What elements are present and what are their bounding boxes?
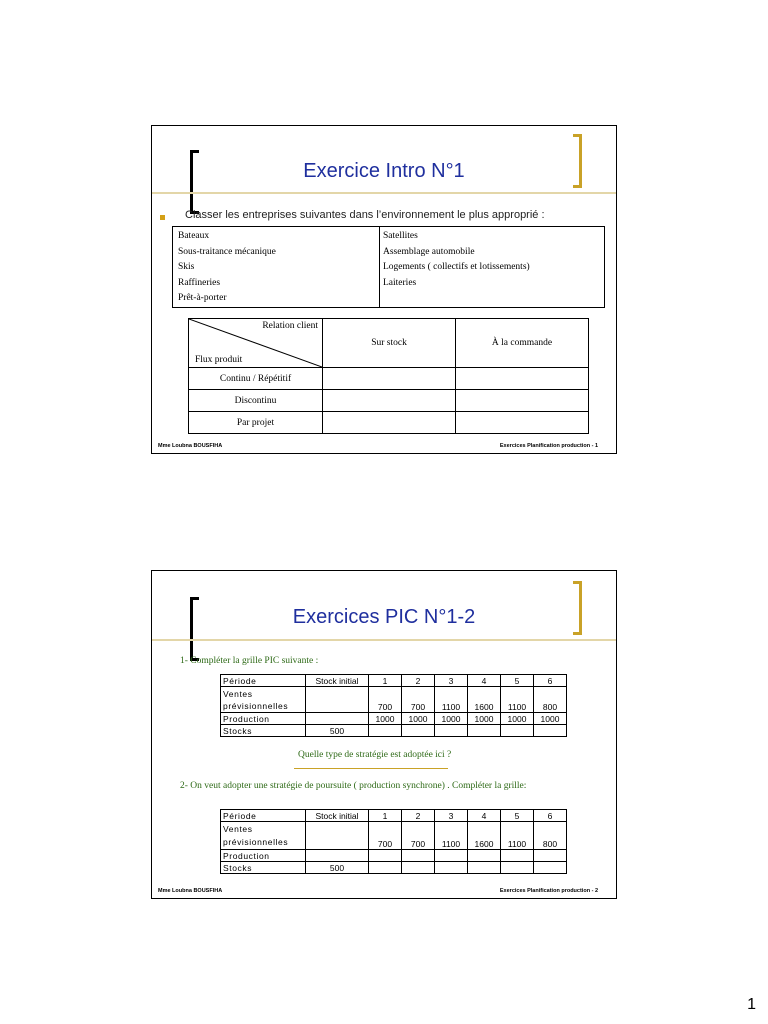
header-cell: 2 xyxy=(402,675,435,687)
row-header: Discontinu xyxy=(189,390,323,412)
table-row xyxy=(221,850,567,862)
table-cell xyxy=(402,725,435,737)
table-cell xyxy=(468,850,501,862)
companies-box xyxy=(172,226,605,308)
table-cell xyxy=(534,850,567,862)
table-cell xyxy=(435,725,468,737)
list-item: Sous-traitance mécanique xyxy=(178,246,276,257)
question-2-text: 2- On veut adopter une stratégie de poursuite ( production synchrone) . Compléter la grille: xyxy=(180,781,527,791)
ventes-label-line1: Ventes xyxy=(223,688,253,699)
table-cell xyxy=(402,862,435,874)
table-cell: 1100 xyxy=(501,822,534,850)
ventes-label-line2: prévisionnelles xyxy=(223,700,289,711)
table-cell xyxy=(306,850,369,862)
flux-produit-label: Flux produit xyxy=(195,355,243,365)
table-cell: 700 xyxy=(369,822,402,850)
table-cell: 500 xyxy=(306,725,369,737)
header-cell: 3 xyxy=(435,810,468,822)
page-number: 1 xyxy=(747,996,756,1013)
header-cell: 2 xyxy=(402,810,435,822)
table-cell: 1100 xyxy=(435,687,468,713)
header-cell: 6 xyxy=(534,810,567,822)
table-cell: 1100 xyxy=(435,822,468,850)
table-row xyxy=(221,687,567,713)
col-header-stock: Sur stock xyxy=(323,319,456,368)
table-cell: 1000 xyxy=(402,713,435,725)
matrix-cell xyxy=(323,390,456,412)
companies-left-list xyxy=(178,229,276,307)
table-cell: 700 xyxy=(402,687,435,713)
table-cell xyxy=(534,725,567,737)
pic-table-1 xyxy=(220,674,567,737)
title-underline xyxy=(152,639,616,641)
table-row xyxy=(221,675,567,687)
ventes-label-line2: prévisionnelles xyxy=(223,836,289,847)
matrix-cell xyxy=(323,368,456,390)
row-header: Continu / Répétitif xyxy=(189,368,323,390)
slide-title: Exercice Intro N°1 xyxy=(303,160,465,182)
table-cell xyxy=(369,862,402,874)
table-cell xyxy=(369,850,402,862)
row-header: Par projet xyxy=(189,412,323,434)
table-cell: 1000 xyxy=(369,713,402,725)
table-row xyxy=(221,725,567,737)
footer-caption: Exercices Planification production - 2 xyxy=(499,888,598,894)
header-cell: 5 xyxy=(501,810,534,822)
header-cell: 1 xyxy=(369,810,402,822)
list-item: Prêt-à-porter xyxy=(178,293,227,303)
header-cell: 4 xyxy=(468,810,501,822)
table-cell xyxy=(501,862,534,874)
table-cell xyxy=(468,725,501,737)
table-cell xyxy=(501,725,534,737)
table-cell: 800 xyxy=(534,687,567,713)
col-header-commande: À la commande xyxy=(456,319,589,368)
table-cell: 1600 xyxy=(468,822,501,850)
question-underline xyxy=(294,768,448,769)
table-cell xyxy=(534,862,567,874)
table-cell xyxy=(501,850,534,862)
table-cell: 700 xyxy=(402,822,435,850)
title-underline xyxy=(152,192,616,194)
table-cell xyxy=(306,822,369,850)
table-cell: 1600 xyxy=(468,687,501,713)
table-cell: 800 xyxy=(534,822,567,850)
table-cell: 1000 xyxy=(534,713,567,725)
footer-author: Mme Loubna BOUSFIHA xyxy=(158,443,223,449)
row-label-production: Production xyxy=(221,713,306,725)
header-cell: 3 xyxy=(435,675,468,687)
header-cell: 5 xyxy=(501,675,534,687)
matrix-cell xyxy=(323,412,456,434)
matrix-corner-cell xyxy=(189,319,323,368)
table-row xyxy=(221,810,567,822)
table-cell: 1000 xyxy=(468,713,501,725)
footer-author: Mme Loubna BOUSFIHA xyxy=(158,888,223,894)
header-cell: Période xyxy=(221,675,306,687)
matrix-cell xyxy=(456,412,589,434)
header-cell: Stock initial xyxy=(306,675,369,687)
slide-intro xyxy=(151,125,617,454)
list-item: Logements ( collectifs et lotissements) xyxy=(383,262,530,272)
list-item: Raffineries xyxy=(178,277,221,288)
list-item: Assemblage automobile xyxy=(383,246,475,257)
table-cell: 1100 xyxy=(501,687,534,713)
bullet-icon xyxy=(160,215,165,220)
table-cell xyxy=(435,850,468,862)
row-label-stocks: Stocks xyxy=(221,862,306,874)
relation-client-label: Relation client xyxy=(262,321,318,331)
companies-right-list xyxy=(383,229,530,291)
table-row xyxy=(221,713,567,725)
table-cell: 1000 xyxy=(501,713,534,725)
table-row xyxy=(221,862,567,874)
table-cell xyxy=(402,850,435,862)
row-label-ventes xyxy=(221,822,306,850)
header-cell: Période xyxy=(221,810,306,822)
row-label-stocks: Stocks xyxy=(221,725,306,737)
list-item: Bateaux xyxy=(178,231,210,241)
question-1-text: 1- Compléter la grille PIC suivante : xyxy=(180,656,319,666)
table-cell xyxy=(369,725,402,737)
pic-table-2 xyxy=(220,809,567,874)
list-item: Laiteries xyxy=(383,277,417,288)
table-cell xyxy=(306,713,369,725)
strategy-question: Quelle type de stratégie est adoptée ici ? xyxy=(298,750,452,760)
header-cell: 6 xyxy=(534,675,567,687)
classification-matrix xyxy=(188,318,589,434)
header-cell: 4 xyxy=(468,675,501,687)
row-label-production: Production xyxy=(221,850,306,862)
table-cell: 500 xyxy=(306,862,369,874)
header-cell: Stock initial xyxy=(306,810,369,822)
table-cell xyxy=(306,687,369,713)
row-label-ventes xyxy=(221,687,306,713)
ventes-label-line1: Ventes xyxy=(223,823,253,834)
table-cell xyxy=(435,862,468,874)
instruction-text: Classer les entreprises suivantes dans l’environnement le plus approprié : xyxy=(185,209,545,221)
table-cell: 700 xyxy=(369,687,402,713)
list-item: Skis xyxy=(178,262,195,272)
table-cell xyxy=(468,862,501,874)
table-cell: 1000 xyxy=(435,713,468,725)
slide-title: Exercices PIC N°1-2 xyxy=(292,606,476,628)
matrix-cell xyxy=(456,368,589,390)
footer-caption: Exercices Planification production - 1 xyxy=(499,443,598,449)
table-row xyxy=(221,822,567,850)
column-divider xyxy=(379,227,380,307)
list-item: Satellites xyxy=(383,231,418,241)
matrix-cell xyxy=(456,390,589,412)
header-cell: 1 xyxy=(369,675,402,687)
slide-pic xyxy=(151,570,617,899)
